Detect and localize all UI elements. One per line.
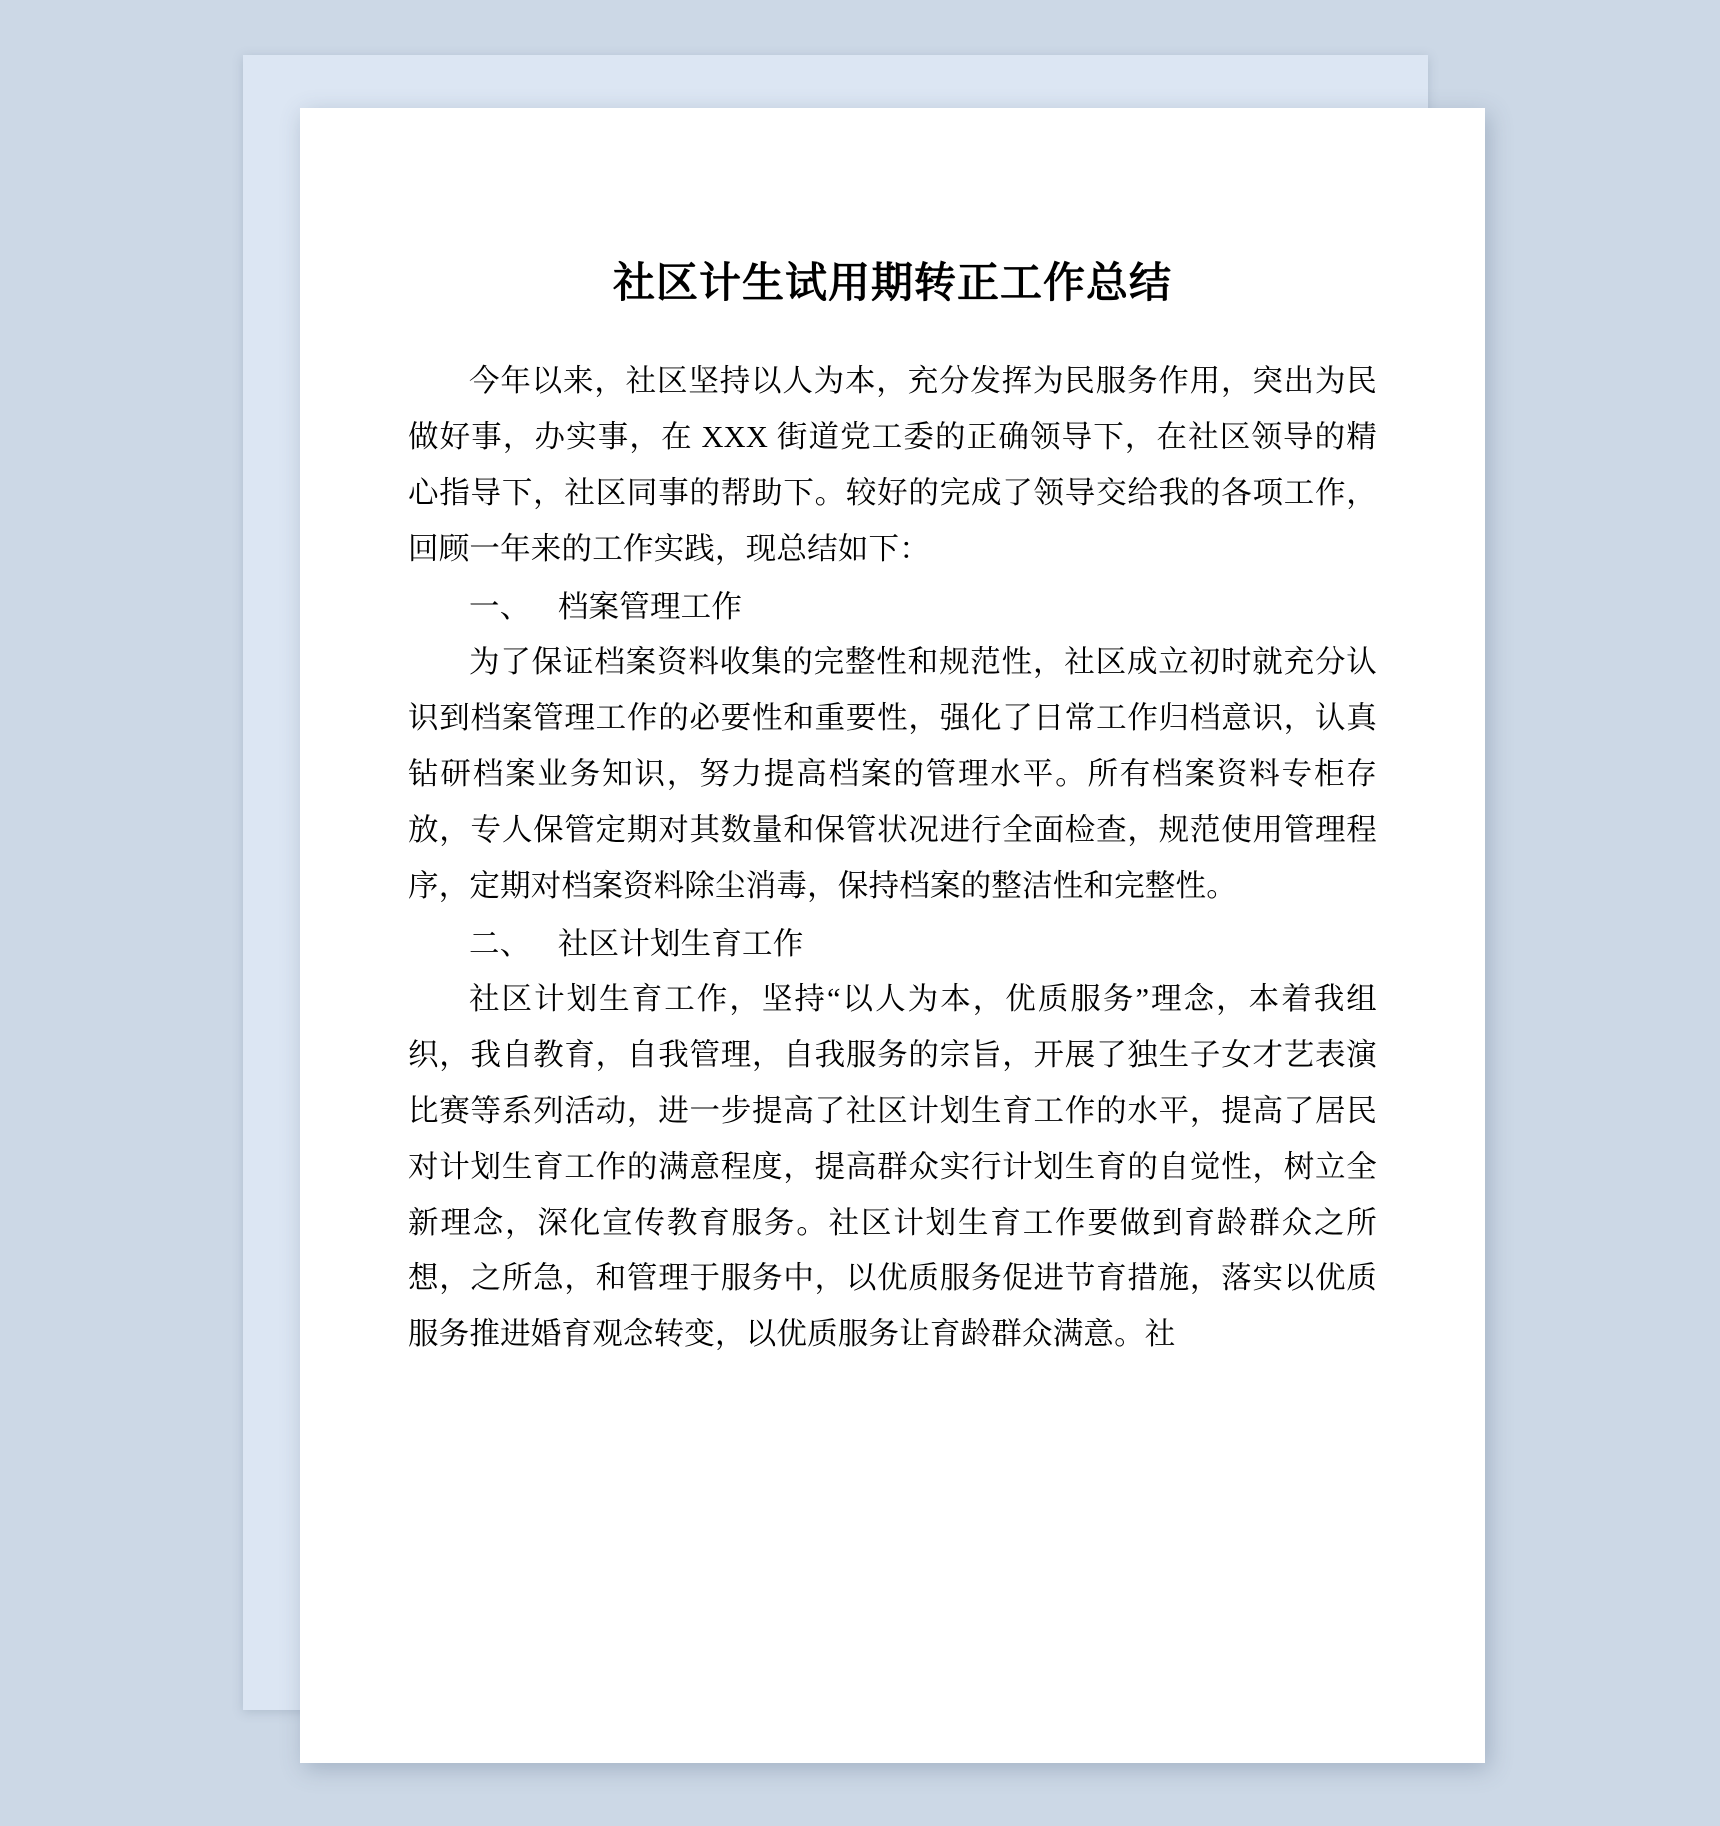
paragraph-section-2-body: 社区计划生育工作，坚持“以人为本，优质服务”理念，本着我组织，我自教育，自我管理，自我服务的宗旨，开展了独生子女才艺表演比赛等系列活动，进一步提高了社区计划生育工作的水平，提高了居民对计划生育工作的满意程度，提高群众实行计划生育的自觉性，树立全新理念，深化宣传教育服务。社区计划生育工作要做到育龄群众之所想，之所急，和管理于服务中，以优质服务促进节育措施，落实以优质服务推进婚育观念转变，以优质服务让育龄群众满意。社	[408, 982, 1377, 1352]
document-title: 社区计生试用期转正工作总结	[612, 259, 1172, 306]
paragraph-intro: 今年以来，社区坚持以人为本，充分发挥为民服务作用，突出为民做好事，办实事，在 XXX 街道党工委的正确领导下，在社区领导的精心指导下，社区同事的帮助下。较好的完成了领导交给我的各项工作，回顾一年来的工作实践，现总结如下：	[408, 364, 1377, 566]
heading-section-2	[408, 917, 1377, 973]
heading-section-2-number: 二、	[469, 926, 531, 961]
heading-section-1	[408, 580, 1377, 636]
heading-section-2-label: 社区计划生育工作	[557, 926, 804, 961]
heading-section-1-label: 档案管理工作	[557, 589, 743, 624]
paragraph-section-1-body: 为了保证档案资料收集的完整性和规范性，社区成立初时就充分认识到档案管理工作的必要性和重要性，强化了日常工作归档意识，认真钻研档案业务知识，努力提高档案的管理水平。所有档案资料专柜存放，专人保管定期对其数量和保管状况进行全面检查，规范使用管理程序，定期对档案资料除尘消毒，保持档案的整洁性和完整性。	[408, 645, 1377, 903]
page-content-area	[300, 108, 1485, 1363]
heading-section-1-number: 一、	[469, 589, 531, 624]
document-page	[300, 108, 1485, 1763]
